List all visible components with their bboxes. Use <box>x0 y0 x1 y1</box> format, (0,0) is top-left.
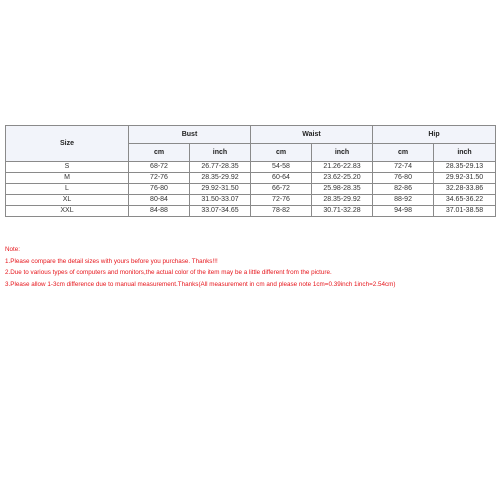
hip-cm-cell: 76-80 <box>373 173 434 184</box>
hip-cm-cell: 88-92 <box>373 195 434 206</box>
table-header-group-row <box>6 126 496 144</box>
table-row <box>6 195 496 206</box>
note-line: 3.Please allow 1-3cm difference due to manual measurement.Thanks(All measurement in cm and please note 1cm=0.39inch 1inch=2.54cm) <box>5 280 396 288</box>
size-cell: XXL <box>6 206 129 217</box>
size-cell: M <box>6 173 129 184</box>
waist-cm-cell: 78-82 <box>251 206 312 217</box>
bust-cm-cell: 72-76 <box>129 173 190 184</box>
waist-inch-cell: 28.35-29.92 <box>312 195 373 206</box>
notes-title: Note: <box>5 246 21 253</box>
bust-inch-cell: 33.07-34.65 <box>190 206 251 217</box>
hip-inch-header: inch <box>434 144 496 162</box>
bust-cm-header: cm <box>129 144 190 162</box>
table-row <box>6 162 496 173</box>
bust-cm-cell: 76-80 <box>129 184 190 195</box>
waist-inch-cell: 30.71-32.28 <box>312 206 373 217</box>
bust-cm-cell: 84-88 <box>129 206 190 217</box>
waist-group-header: Waist <box>251 126 373 144</box>
table-row <box>6 206 496 217</box>
bust-group-header: Bust <box>129 126 251 144</box>
hip-cm-cell: 72-74 <box>373 162 434 173</box>
waist-cm-header: cm <box>251 144 312 162</box>
table-row <box>6 184 496 195</box>
bust-cm-cell: 68-72 <box>129 162 190 173</box>
size-cell: L <box>6 184 129 195</box>
note-line: 2.Due to various types of computers and monitors,the actual color of the item may be a little different from the picture. <box>5 269 332 276</box>
waist-inch-cell: 23.62-25.20 <box>312 173 373 184</box>
waist-cm-cell: 66-72 <box>251 184 312 195</box>
table-row <box>6 173 496 184</box>
hip-cm-cell: 94-98 <box>373 206 434 217</box>
size-cell: S <box>6 162 129 173</box>
waist-cm-cell: 72-76 <box>251 195 312 206</box>
bust-inch-cell: 31.50-33.07 <box>190 195 251 206</box>
hip-cm-header: cm <box>373 144 434 162</box>
waist-cm-cell: 54-58 <box>251 162 312 173</box>
waist-inch-cell: 21.26-22.83 <box>312 162 373 173</box>
bust-inch-cell: 29.92-31.50 <box>190 184 251 195</box>
hip-cm-cell: 82-86 <box>373 184 434 195</box>
hip-inch-cell: 28.35-29.13 <box>434 162 496 173</box>
bust-inch-header: inch <box>190 144 251 162</box>
notes-section <box>5 244 497 290</box>
bust-cm-cell: 80-84 <box>129 195 190 206</box>
size-cell: XL <box>6 195 129 206</box>
bust-inch-cell: 28.35-29.92 <box>190 173 251 184</box>
hip-inch-cell: 37.01-38.58 <box>434 206 496 217</box>
waist-cm-cell: 60-64 <box>251 173 312 184</box>
hip-inch-cell: 29.92-31.50 <box>434 173 496 184</box>
hip-inch-cell: 34.65-36.22 <box>434 195 496 206</box>
note-line: 1.Please compare the detail sizes with yours before you purchase. Thanks!!! <box>5 257 218 265</box>
bust-inch-cell: 26.77-28.35 <box>190 162 251 173</box>
size-chart-table <box>5 125 496 217</box>
waist-inch-cell: 25.98-28.35 <box>312 184 373 195</box>
size-column-header: Size <box>6 126 129 162</box>
waist-inch-header: inch <box>312 144 373 162</box>
hip-group-header: Hip <box>373 126 496 144</box>
hip-inch-cell: 32.28-33.86 <box>434 184 496 195</box>
